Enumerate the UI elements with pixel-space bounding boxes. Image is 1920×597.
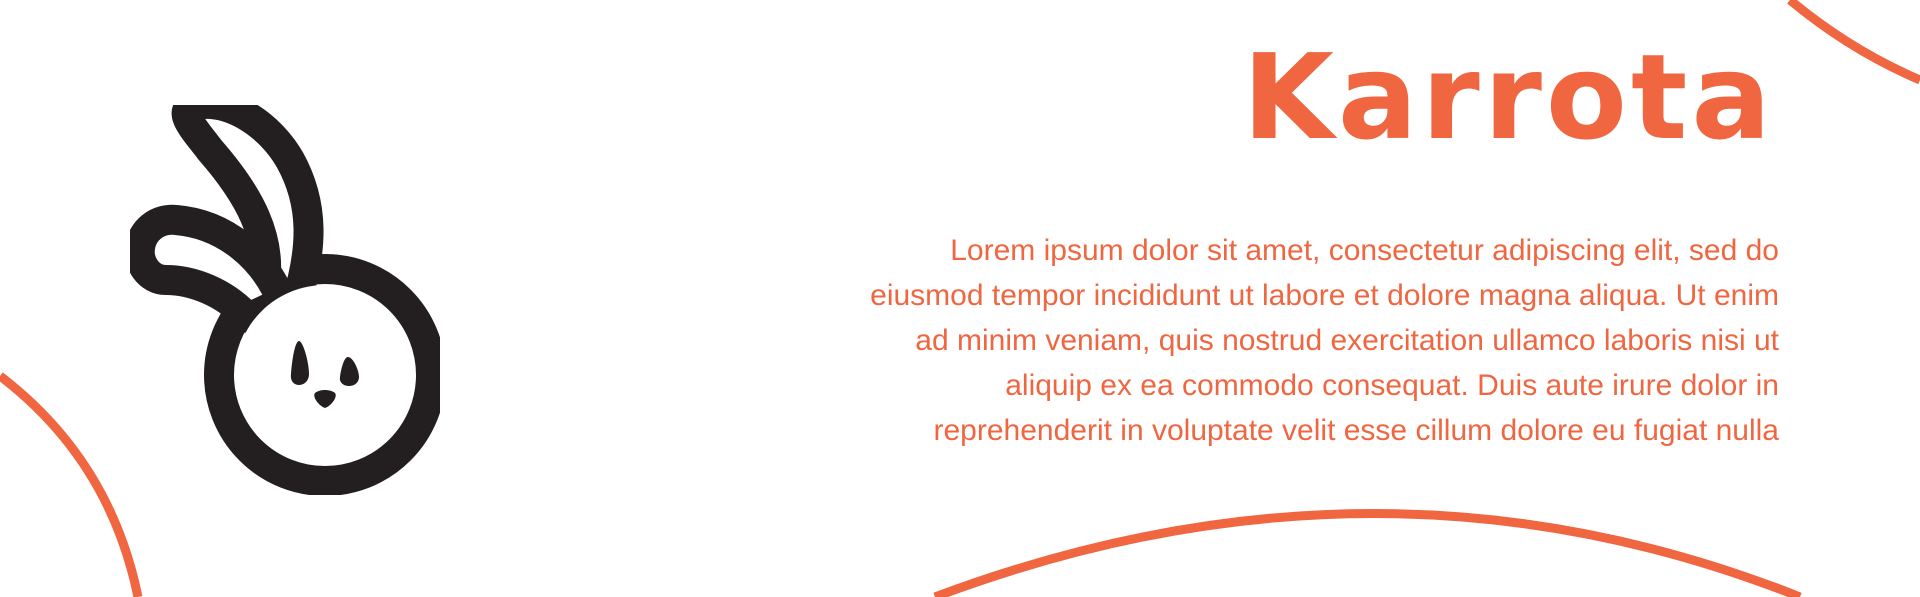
rabbit-icon [130,105,440,495]
curve-bottom-center [935,514,1800,597]
curve-top-right [1790,0,1920,80]
curve-bottom-left [0,376,138,597]
brand-title: Karrota [1242,28,1775,166]
body-paragraph: Lorem ipsum dolor sit amet, consectetur adipiscing elit, sed do eiusmod tempor incididunt ut labore et dolore magna aliqua. Ut enim ad minim veniam, quis nostrud exercitation ullamco laboris nisi ut aliquip ex ea commodo consequat. Duis aute irure dolor in reprehenderit in voluptate velit esse cillum dolore eu fugiat nulla [870,234,1779,447]
